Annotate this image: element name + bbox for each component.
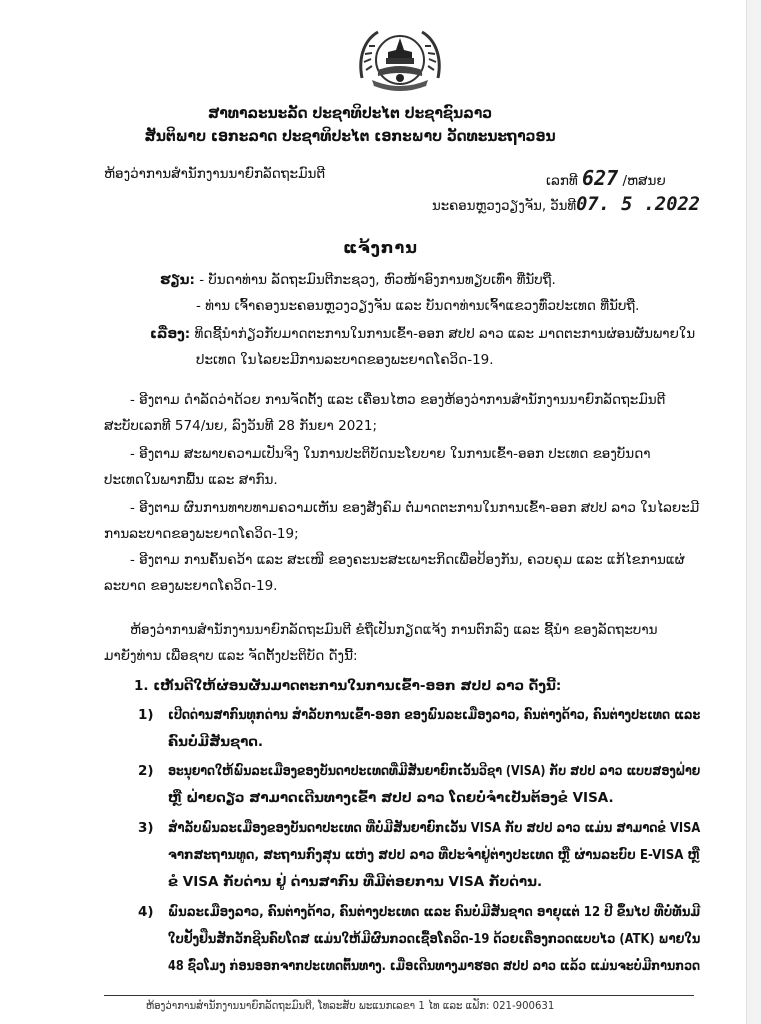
subject-label: ເລື່ອງ:: [150, 326, 191, 342]
state-emblem-icon: [352, 18, 448, 98]
item-2-line-1: ອະນຸຍາດໃຫ້ພົນລະເມືອງຂອງບັນດາປະເທດທີ່ມີສັນຍາຍົກເວັ້ນວີຊາ (VISA) ກັບ ສປປ ລາວ ແບບສອງຝ່າຍ: [168, 763, 701, 779]
reference-2-line-2: ປະເທດໃນພາກພື້ນ ແລະ ສາກົນ.: [104, 472, 278, 488]
reference-4-line-2: ລະບາດ ຂອງພະຍາດໂຄວິດ-19.: [104, 578, 278, 594]
reference-3-line-2: ການລະບາດຂອງພະຍາດໂຄວິດ-19;: [104, 526, 299, 542]
item-3-line-3: ຂໍ VISA ກັບດ່ານ ຢູ່ ດ່ານສາກົນ ທີ່ມີຕ່ອຍການ VISA ກັບດ່ານ.: [168, 874, 543, 890]
reference-2-line-1: - ອີງຕາມ ສະພາບຄວາມເປັນຈິງ ໃນການປະຕິບັດນະໂຍບາຍ ໃນການເຂົ້າ-ອອກ ປະເທດ ຂອງບັນດາ: [130, 446, 651, 462]
date-line: [432, 193, 700, 215]
country-name: ສາທາລະນະລັດ ປະຊາທິປະໄຕ ປະຊາຊົນລາວ: [208, 104, 493, 122]
ref-suffix: /ຫສນຍ: [622, 173, 666, 189]
item-4-line-3: 48 ຊົ່ວໂມງ ກ່ອນອອກຈາກປະເທດຕົ້ນທາງ. ເມື່ອເດີນທາງມາຮອດ ສປປ ລາວ ແລ້ວ ແມ່ນຈະບໍ່ມີການກວດ: [168, 958, 701, 974]
date-handwritten: 07. 5 .2022: [576, 193, 700, 215]
item-1-line-2: ຄົນບໍ່ມີສັນຊາດ.: [168, 734, 264, 750]
reference-4-line-1: - ອີງຕາມ ການຄົ້ນຄວ້າ ແລະ ສະເໜີ ຂອງຄະນະສະເພາະກິດເພື່ອປ້ອງກັນ, ຄວບຄຸມ ແລະ ແກ້ໄຂການແຜ່: [130, 552, 685, 568]
intro-line-2: ມາຍັງທ່ານ ເພື່ອຊາບ ແລະ ຈັດຕັ້ງປະຕິບັດ ດັ່ງນີ້:: [104, 648, 358, 664]
document-title: ແຈ້ງການ: [343, 238, 418, 257]
issuing-office: ຫ້ອງວ່າການສຳນັກງານນາຍົກລັດຖະມົນຕີ: [104, 166, 326, 182]
recipients-line-2: - ທ່ານ ເຈົ້າຄອງນະຄອນຫຼວງວຽງຈັນ ແລະ ບັນດາທ່ານເຈົ້າແຂວງທົ່ວປະເທດ ທີ່ນັບຖື.: [196, 298, 640, 314]
section-1-heading: 1. ເຫັນດີໃຫ້ຜ່ອນຜັນມາດຕະການໃນການເຂົ້າ-ອອກ ສປປ ລາວ ດັ່ງນີ້:: [134, 678, 562, 694]
item-4-line-2: ໃບຢັ້ງຢືນສັກວັກຊີນຄົບໂດສ ແມ່ນໃຫ້ມີຜົນກວດເຊື້ອໂຄວິດ-19 ດ້ວຍເຄື່ອງກວດແບບໄວ (ATK) ພາຍໃນ: [168, 931, 701, 947]
item-4-number: 4): [138, 904, 154, 920]
item-1-line-1: ເປີດດ່ານສາກົນທຸກດ່ານ ສຳລັບການເຂົ້າ-ອອກ ຂອງພົນລະເມືອງລາວ, ຄົນຕ່າງດ້າວ, ຄົນຕ່າງປະເທດ ແລະ: [168, 707, 701, 723]
item-3-number: 3): [138, 820, 154, 836]
date-place: ນະຄອນຫຼວງວຽງຈັນ, ວັນທີ: [432, 198, 577, 214]
item-1-number: 1): [138, 707, 154, 723]
reference-1-line-2: ສະບັບເລກທີ 574/ນຍ, ລົງວັນທີ 28 ກັນຍາ 2021;: [104, 418, 378, 434]
ref-prefix: ເລກທີ: [546, 173, 578, 189]
item-3-line-1: ສຳລັບພົນລະເມືອງຂອງບັນດາປະເທດ ທີ່ບໍ່ມີສັນຍາຍົກເວັ້ນ VISA ກັບ ສປປ ລາວ ແມ່ນ ສາມາດຂໍ VISA: [168, 820, 701, 836]
subject-line-1: ເລື່ອງ: ທິດຊີ້ນຳກ່ຽວກັບມາດຕະການໃນການເຂົ້າ-ອອກ ສປປ ລາວ ແລະ ມາດຕະການຜ່ອນຜັນພາຍໃນ: [150, 326, 696, 342]
item-2-line-2: ຫຼື ຝ່າຍດຽວ ສາມາດເດີນທາງເຂົ້າ ສປປ ລາວ ໂດຍບໍ່ຈຳເປັນຕ້ອງຂໍ VISA.: [168, 790, 614, 806]
reference-number: [546, 166, 666, 190]
reference-1-line-1: - ອີງຕາມ ດຳລັດວ່າດ້ວຍ ການຈັດຕັ້ງ ແລະ ເຄື່ອນໄຫວ ຂອງຫ້ອງວ່າການສຳນັກງານນາຍົກລັດຖະມົນຕີ: [130, 392, 666, 408]
footer-divider: [104, 995, 694, 996]
subject-line-2: ປະເທດ ໃນໄລຍະມີການລະບາດຂອງພະຍາດໂຄວິດ-19.: [196, 352, 494, 368]
reference-3-line-1: - ອີງຕາມ ຜົນການທາບທາມຄວາມເຫັນ ຂອງສັງຄົມ ຕໍ່ມາດຕະການໃນການເຂົ້າ-ອອກ ສປປ ລາວ ໃນໄລຍະມີ: [130, 500, 700, 516]
intro-line-1: ຫ້ອງວ່າການສຳນັກງານນາຍົກລັດຖະມົນຕີ ຂໍຖືເປັນກຽດແຈ້ງ ການຕົກລົງ ແລະ ຊີ້ນຳ ຂອງລັດຖະບານ: [130, 622, 658, 638]
national-motto: ສັນຕິພາບ ເອກະລາດ ປະຊາທິປະໄຕ ເອກະພາບ ວັດທະນະຖາວອນ: [144, 127, 556, 145]
item-2-number: 2): [138, 763, 154, 779]
recipients-label: ຮຽນ:: [160, 272, 195, 288]
ref-number-handwritten: 627: [582, 166, 619, 190]
scroll-edge: [746, 0, 761, 1024]
item-4-line-1: ພົນລະເມືອງລາວ, ຄົນຕ່າງດ້າວ, ຄົນຕ່າງປະເທດ ແລະ ຄົນບໍ່ມີສັນຊາດ ອາຍຸແຕ່ 12 ປີ ຂຶ້ນໄປ ທີ່ບໍ່ທັນມີ: [168, 904, 701, 920]
page-footer: ຫ້ອງວ່າການສຳນັກງານນາຍົກລັດຖະມົນຕີ, ໂທລະສັບ ພະແນກເລຂາ 1 ໄທ ແລະ ແຟັກ: 021-900631: [145, 999, 555, 1012]
recipients-line-1: ຮຽນ: - ບັນດາທ່ານ ລັດຖະມົນຕີກະຊວງ, ຫົວໜ້າອົງການທຽບເທົ່າ ທີ່ນັບຖື.: [160, 272, 556, 288]
item-3-line-2: ຈາກສະຖານທູດ, ສະຖານກົງສຸນ ແຫ່ງ ສປປ ລາວ ທີ່ປະຈຳຢູ່ຕ່າງປະເທດ ຫຼື ຜ່ານລະບົບ E-VISA ຫຼື: [168, 847, 700, 863]
